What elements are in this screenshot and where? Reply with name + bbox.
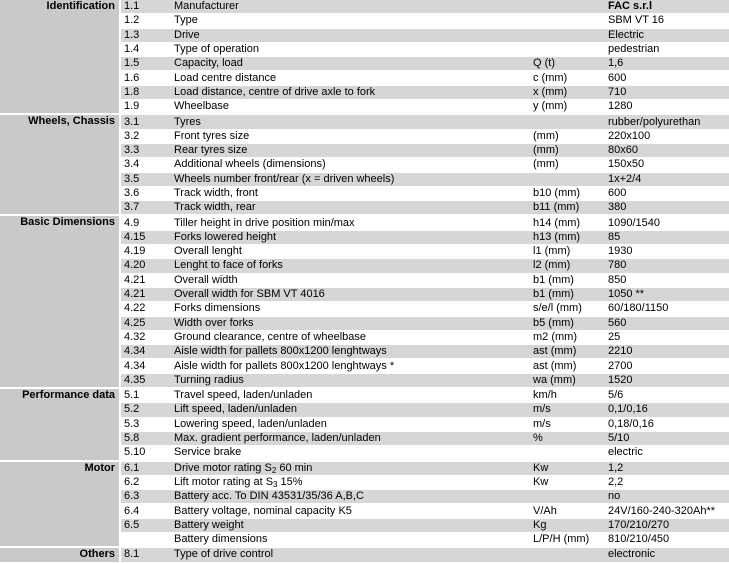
description-text: Lift motor rating at S [174, 475, 274, 488]
item-description: Max. gradient performance, laden/unladen [171, 431, 530, 445]
item-value: 85 [605, 230, 729, 244]
item-number: 1.3 [120, 28, 171, 42]
spec-row [0, 28, 729, 42]
spec-row [0, 186, 729, 200]
item-number: 6.1 [120, 461, 171, 476]
item-description: Tyres [171, 114, 530, 129]
spec-row [0, 0, 729, 14]
item-description: Lowering speed, laden/unladen [171, 417, 530, 431]
item-description: Drive [171, 28, 530, 42]
item-value: 170/210/270 [605, 518, 729, 532]
item-number: 6.4 [120, 504, 171, 518]
item-value: FAC s.r.l [605, 0, 729, 14]
item-unit: ast (mm) [530, 359, 605, 373]
item-description: Overall width [171, 273, 530, 287]
item-number: 4.22 [120, 302, 171, 316]
spec-row [0, 403, 729, 417]
item-value: 5/6 [605, 388, 729, 403]
section-cell [0, 273, 120, 287]
item-number: 4.20 [120, 259, 171, 273]
spec-row [0, 14, 729, 28]
item-value: 810/210/450 [605, 532, 729, 547]
section-cell [0, 518, 120, 532]
item-unit [530, 114, 605, 129]
item-description: Overall lenght [171, 245, 530, 259]
item-number: 3.6 [120, 186, 171, 200]
item-unit [530, 28, 605, 42]
item-number: 1.2 [120, 14, 171, 28]
item-value: 1050 ** [605, 287, 729, 301]
spec-row [0, 172, 729, 186]
section-cell [0, 201, 120, 216]
item-unit: x (mm) [530, 85, 605, 99]
item-unit [530, 0, 605, 14]
item-value: 1280 [605, 100, 729, 115]
item-value: 0,1/0,16 [605, 403, 729, 417]
item-description: Additional wheels (dimensions) [171, 158, 530, 172]
item-description: Battery weight [171, 518, 530, 532]
spec-row [0, 388, 729, 403]
item-unit [530, 172, 605, 186]
section-cell [0, 28, 120, 42]
item-unit: y (mm) [530, 100, 605, 115]
item-value: Electric [605, 28, 729, 42]
section-cell [0, 71, 120, 85]
section-cell [0, 373, 120, 388]
section-cell [0, 57, 120, 71]
spec-row [0, 461, 729, 476]
item-value: 380 [605, 201, 729, 216]
item-value: 2210 [605, 345, 729, 359]
section-label: Identification [0, 0, 120, 14]
spec-row [0, 143, 729, 157]
item-number: 4.19 [120, 245, 171, 259]
item-description: Capacity, load [171, 57, 530, 71]
item-unit: wa (mm) [530, 373, 605, 388]
section-label: Performance data [0, 388, 120, 403]
item-number: 5.1 [120, 388, 171, 403]
item-number: 5.8 [120, 431, 171, 445]
item-description: Battery acc. To DIN 43531/35/36 A,B,C [171, 490, 530, 504]
item-description: Lift speed, laden/unladen [171, 403, 530, 417]
item-number: 1.6 [120, 71, 171, 85]
spec-row [0, 446, 729, 461]
item-number: 4.21 [120, 273, 171, 287]
item-unit: Kw [530, 461, 605, 476]
item-number: 1.1 [120, 0, 171, 14]
item-number: 4.25 [120, 316, 171, 330]
item-value: rubber/polyurethan [605, 114, 729, 129]
item-unit: (mm) [530, 143, 605, 157]
spec-row [0, 504, 729, 518]
section-cell [0, 403, 120, 417]
item-description: Track width, front [171, 186, 530, 200]
spec-row [0, 287, 729, 301]
item-number: 6.5 [120, 518, 171, 532]
spec-row [0, 201, 729, 216]
spec-row [0, 547, 729, 562]
spec-row [0, 345, 729, 359]
item-unit [530, 42, 605, 56]
item-description: Overall width for SBM VT 4016 [171, 287, 530, 301]
section-cell [0, 230, 120, 244]
item-description: Battery dimensions [171, 532, 530, 547]
section-cell [0, 245, 120, 259]
item-description [171, 475, 530, 489]
spec-row [0, 42, 729, 56]
item-value: 1930 [605, 245, 729, 259]
item-unit: l2 (mm) [530, 259, 605, 273]
item-number: 4.9 [120, 215, 171, 230]
item-description: Rear tyres size [171, 143, 530, 157]
section-cell [0, 186, 120, 200]
item-description: Ground clearance, centre of wheelbase [171, 330, 530, 344]
item-unit: Kg [530, 518, 605, 532]
item-number: 3.4 [120, 158, 171, 172]
item-description: Service brake [171, 446, 530, 461]
section-cell [0, 259, 120, 273]
spec-row [0, 114, 729, 129]
item-unit: b10 (mm) [530, 186, 605, 200]
item-value: 1520 [605, 373, 729, 388]
item-number: 3.5 [120, 172, 171, 186]
item-unit: % [530, 431, 605, 445]
spec-row [0, 417, 729, 431]
item-number: 4.34 [120, 345, 171, 359]
item-unit: l1 (mm) [530, 245, 605, 259]
item-number: 3.1 [120, 114, 171, 129]
item-unit: (mm) [530, 158, 605, 172]
item-unit: L/P/H (mm) [530, 532, 605, 547]
spec-row [0, 330, 729, 344]
item-description: Aisle width for pallets 800x1200 lenghtways * [171, 359, 530, 373]
item-value: 1x+2/4 [605, 172, 729, 186]
section-label: Wheels, Chassis [0, 114, 120, 129]
item-description [171, 461, 530, 476]
item-description: Forks dimensions [171, 302, 530, 316]
item-description: Load centre distance [171, 71, 530, 85]
spec-row [0, 71, 729, 85]
item-description: Type [171, 14, 530, 28]
section-cell [0, 417, 120, 431]
spec-row [0, 431, 729, 445]
item-value: 2,2 [605, 475, 729, 489]
item-unit [530, 14, 605, 28]
item-number: 1.4 [120, 42, 171, 56]
item-number: 5.3 [120, 417, 171, 431]
section-cell [0, 359, 120, 373]
section-cell [0, 504, 120, 518]
item-unit: ast (mm) [530, 345, 605, 359]
item-unit: m2 (mm) [530, 330, 605, 344]
item-unit: km/h [530, 388, 605, 403]
section-cell [0, 446, 120, 461]
item-description: Travel speed, laden/unladen [171, 388, 530, 403]
spec-row [0, 532, 729, 547]
item-number: 4.34 [120, 359, 171, 373]
description-suffix: 60 min [276, 461, 313, 474]
item-number: 5.2 [120, 403, 171, 417]
item-unit: Kw [530, 475, 605, 489]
item-unit: (mm) [530, 129, 605, 143]
item-unit: b1 (mm) [530, 287, 605, 301]
section-cell [0, 302, 120, 316]
item-unit [530, 446, 605, 461]
spec-row [0, 100, 729, 115]
description-suffix: 15% [277, 475, 303, 488]
item-value: 850 [605, 273, 729, 287]
item-value: pedestrian [605, 42, 729, 56]
spec-row [0, 273, 729, 287]
item-value: 5/10 [605, 431, 729, 445]
item-value: 0,18/0,16 [605, 417, 729, 431]
section-cell [0, 14, 120, 28]
item-number: 1.8 [120, 85, 171, 99]
subscript: 3 [273, 479, 278, 489]
item-unit [530, 547, 605, 562]
spec-row [0, 475, 729, 489]
item-value: no [605, 490, 729, 504]
item-unit: c (mm) [530, 71, 605, 85]
section-cell [0, 330, 120, 344]
spec-row [0, 518, 729, 532]
description-text: Drive motor rating S [174, 461, 272, 474]
item-description: Type of operation [171, 42, 530, 56]
spec-row [0, 230, 729, 244]
item-value: 60/180/1150 [605, 302, 729, 316]
item-description: Manufacturer [171, 0, 530, 14]
section-cell [0, 316, 120, 330]
spec-row [0, 215, 729, 230]
item-number: 6.3 [120, 490, 171, 504]
item-description: Track width, rear [171, 201, 530, 216]
section-label: Basic Dimensions [0, 215, 120, 230]
item-value: 150x50 [605, 158, 729, 172]
item-unit: V/Ah [530, 504, 605, 518]
item-description: Tiller height in drive position min/max [171, 215, 530, 230]
item-unit: h14 (mm) [530, 215, 605, 230]
section-cell [0, 85, 120, 99]
section-cell [0, 172, 120, 186]
item-number: 5.10 [120, 446, 171, 461]
item-number: 3.3 [120, 143, 171, 157]
item-value: 600 [605, 186, 729, 200]
spec-row [0, 158, 729, 172]
item-value: 24V/160-240-320Ah** [605, 504, 729, 518]
item-number: 4.15 [120, 230, 171, 244]
spec-row [0, 490, 729, 504]
item-value: 25 [605, 330, 729, 344]
item-number: 3.2 [120, 129, 171, 143]
section-cell [0, 143, 120, 157]
item-description: Wheelbase [171, 100, 530, 115]
item-number: 8.1 [120, 547, 171, 562]
item-value: 1,2 [605, 461, 729, 476]
item-description: Load distance, centre of drive axle to fork [171, 85, 530, 99]
item-value: 2700 [605, 359, 729, 373]
item-unit: m/s [530, 403, 605, 417]
spec-row [0, 57, 729, 71]
section-cell [0, 158, 120, 172]
section-cell [0, 532, 120, 547]
item-description: Battery voltage, nominal capacity K5 [171, 504, 530, 518]
item-unit: b1 (mm) [530, 273, 605, 287]
item-value: 780 [605, 259, 729, 273]
item-description: Turning radius [171, 373, 530, 388]
item-description: Lenght to face of forks [171, 259, 530, 273]
item-number: 6.2 [120, 475, 171, 489]
section-cell [0, 345, 120, 359]
subscript: 2 [271, 465, 277, 475]
item-unit: h13 (mm) [530, 230, 605, 244]
item-unit: b11 (mm) [530, 201, 605, 216]
section-label: Others [0, 547, 120, 562]
section-cell [0, 475, 120, 489]
item-value: 220x100 [605, 129, 729, 143]
section-cell [0, 490, 120, 504]
item-unit: s/e/l (mm) [530, 302, 605, 316]
item-number [120, 532, 171, 547]
item-number: 4.21 [120, 287, 171, 301]
section-label: Motor [0, 461, 120, 476]
item-value: 560 [605, 316, 729, 330]
spec-row [0, 245, 729, 259]
item-value: 600 [605, 71, 729, 85]
item-value: SBM VT 16 [605, 14, 729, 28]
section-cell [0, 287, 120, 301]
item-value: electronic [605, 547, 729, 562]
item-description: Aisle width for pallets 800x1200 lenghtways [171, 345, 530, 359]
item-number: 4.35 [120, 373, 171, 388]
section-cell [0, 129, 120, 143]
item-description: Type of drive control [171, 547, 530, 562]
section-cell [0, 100, 120, 115]
spec-row [0, 259, 729, 273]
spec-row [0, 129, 729, 143]
spec-row [0, 316, 729, 330]
item-value: 80x60 [605, 143, 729, 157]
item-number: 3.7 [120, 201, 171, 216]
item-unit: m/s [530, 417, 605, 431]
item-unit [530, 490, 605, 504]
item-description: Wheels number front/rear (x = driven wheels) [171, 172, 530, 186]
item-value: 710 [605, 85, 729, 99]
section-cell [0, 431, 120, 445]
item-value: electric [605, 446, 729, 461]
spec-row [0, 302, 729, 316]
item-number: 1.5 [120, 57, 171, 71]
spec-row [0, 373, 729, 388]
item-unit: b5 (mm) [530, 316, 605, 330]
item-description: Front tyres size [171, 129, 530, 143]
item-number: 1.9 [120, 100, 171, 115]
item-description: Forks lowered height [171, 230, 530, 244]
item-value: 1090/1540 [605, 215, 729, 230]
item-description: Width over forks [171, 316, 530, 330]
item-value: 1,6 [605, 57, 729, 71]
spec-row [0, 85, 729, 99]
item-unit: Q (t) [530, 57, 605, 71]
section-cell [0, 42, 120, 56]
item-number: 4.32 [120, 330, 171, 344]
spec-row [0, 359, 729, 373]
